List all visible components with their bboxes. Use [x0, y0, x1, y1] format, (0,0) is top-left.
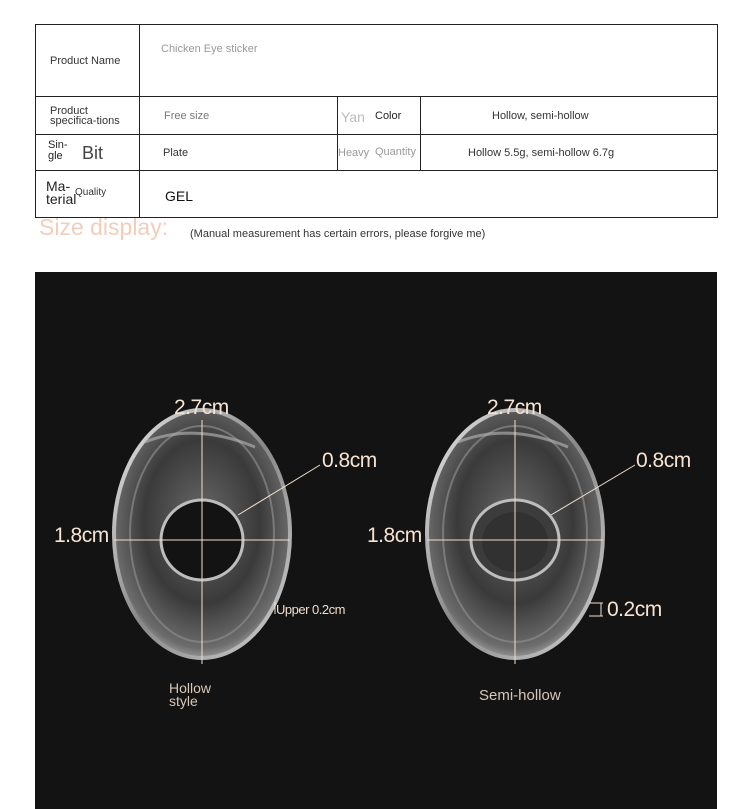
spec-value: Free size	[140, 97, 338, 135]
left-hole-label: 0.8cm	[322, 449, 377, 472]
plate-value: Plate	[140, 135, 338, 171]
color-label-cell	[338, 97, 421, 135]
left-caption: Hollow style	[169, 680, 212, 709]
left-thickness-label: Upper 0.2cm	[276, 602, 345, 617]
quantity-label: Quantity	[375, 146, 416, 158]
color-value: Hollow, semi-hollow	[421, 97, 718, 135]
product-name-value: Chicken Eye sticker	[140, 25, 718, 97]
color-label: Color	[375, 110, 402, 122]
product-name-label: Product Name	[36, 25, 140, 97]
spec-label: Product specifica-tions	[36, 97, 140, 135]
weight-faint-text: Heavy	[338, 147, 370, 159]
material-label-cell	[36, 171, 140, 218]
semi-hollow-sticker	[427, 410, 635, 664]
row-material	[36, 171, 718, 218]
size-display-note: (Manual measurement has certain errors, please forgive me)	[190, 228, 486, 240]
row-specifications	[36, 97, 718, 135]
material-value: GEL	[140, 171, 718, 218]
right-thickness-label: 0.2cm	[607, 598, 662, 621]
material-label-b: Quality	[75, 187, 107, 198]
hollow-sticker	[114, 410, 320, 664]
right-caption: Semi-hollow	[479, 687, 561, 704]
quantity-label-cell	[338, 135, 421, 171]
left-height-label: 1.8cm	[54, 524, 109, 547]
single-label-a: Sin-gle	[48, 139, 68, 162]
material-label-a: Ma-terial	[46, 178, 77, 207]
right-width-label: 2.7cm	[487, 396, 542, 419]
color-faint-text: Yan	[341, 109, 365, 125]
left-width-label: 2.7cm	[174, 396, 229, 419]
size-display-title: Size display:	[39, 214, 169, 240]
product-photo	[35, 272, 717, 809]
row-product-name	[36, 25, 718, 97]
single-label-b: Bit	[82, 143, 104, 163]
single-label-cell	[36, 135, 140, 171]
row-single-bit	[36, 135, 718, 171]
right-hole-label: 0.8cm	[636, 449, 691, 472]
spec-table	[35, 24, 718, 218]
right-height-label: 1.8cm	[367, 524, 422, 547]
quantity-value: Hollow 5.5g, semi-hollow 6.7g	[421, 135, 718, 171]
